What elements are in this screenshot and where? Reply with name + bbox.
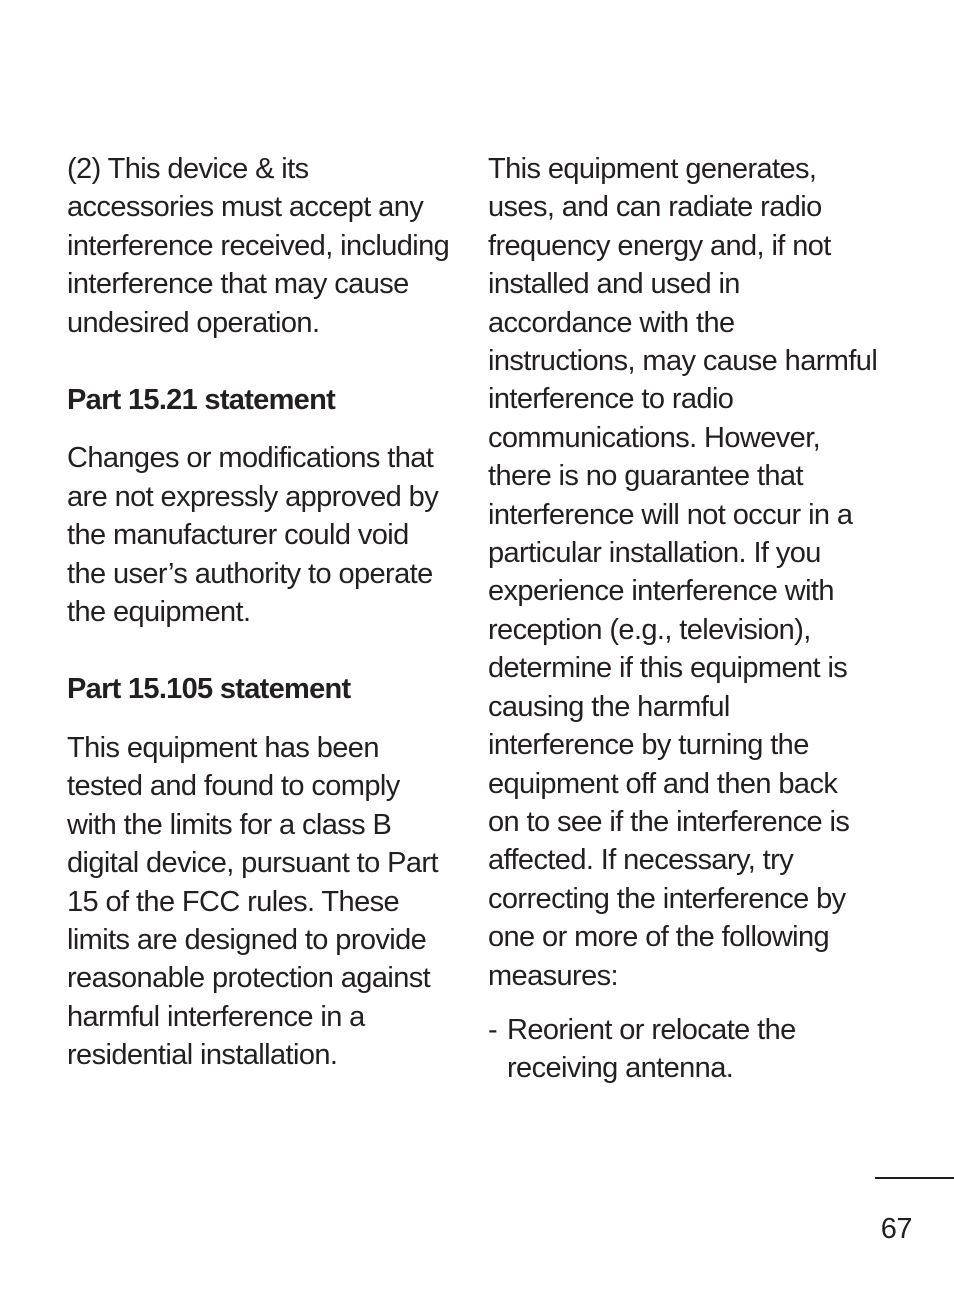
text-line: there is no guarantee that <box>488 460 803 493</box>
text-line: affected. If necessary, try <box>488 844 794 877</box>
text-line: one or more of the following <box>488 921 830 954</box>
text-line: Changes or modifications that <box>67 442 434 475</box>
right-column <box>488 150 880 1088</box>
text-line: communications. However, <box>488 421 821 454</box>
text-line: equipment off and then back <box>488 767 838 800</box>
text-line: installed and used in <box>488 268 740 301</box>
part-15-105-paragraph <box>67 729 447 1075</box>
bullet-item <box>488 1011 880 1088</box>
bullet-text <box>507 1011 796 1088</box>
part-15-21-heading: Part 15.21 statement <box>67 384 336 417</box>
footer-rule <box>875 1177 954 1179</box>
text-line: undesired operation. <box>67 306 320 339</box>
text-line: the manufacturer could void <box>67 519 409 552</box>
text-line: This equipment has been <box>67 731 379 764</box>
text-line: interference by turning the <box>488 729 809 762</box>
text-line: experience interference with <box>488 575 834 608</box>
text-line: (2) This device & its <box>67 153 309 185</box>
text-line: digital device, pursuant to Part <box>67 847 438 880</box>
text-line: Reorient or relocate the <box>507 1013 796 1046</box>
text-line: uses, and can radiate radio <box>488 191 822 224</box>
text-line: This equipment generates, <box>488 153 817 185</box>
text-line: accordance with the <box>488 306 735 339</box>
text-line: harmful interference in a <box>67 1000 365 1033</box>
text-line: frequency energy and, if not <box>488 229 831 262</box>
text-line: interference to radio <box>488 383 734 416</box>
text-line: reasonable protection against <box>67 962 431 995</box>
text-line: interference will not occur in a <box>488 498 853 531</box>
bullet-marker: - <box>488 1013 498 1046</box>
text-line: causing the harmful <box>488 690 730 723</box>
part-15-105-heading: Part 15.105 statement <box>67 673 351 706</box>
text-line: interference received, including <box>67 229 450 262</box>
text-line: the user’s authority to operate <box>67 557 433 590</box>
text-line: limits are designed to provide <box>67 923 427 956</box>
text-line: receiving antenna. <box>507 1052 734 1085</box>
text-line: are not expressly approved by <box>67 480 439 513</box>
text-line: on to see if the interference is <box>488 805 850 838</box>
text-line: measures: <box>488 959 618 992</box>
left-column <box>67 150 450 1075</box>
text-line: with the limits for a class B <box>67 808 392 841</box>
text-line: determine if this equipment is <box>488 652 848 685</box>
text-line: reception (e.g., television), <box>488 613 811 646</box>
intro-paragraph <box>67 150 450 342</box>
text-line: instructions, may cause harmful <box>488 345 878 378</box>
interference-paragraph <box>488 150 880 995</box>
text-line: residential installation. <box>67 1039 338 1072</box>
part-15-21-paragraph <box>67 439 447 631</box>
text-line: 15 of the FCC rules. These <box>67 885 400 918</box>
page-number: 67 <box>880 1213 912 1245</box>
text-line: correcting the interference by <box>488 882 846 915</box>
text-line: interference that may cause <box>67 268 409 301</box>
text-line: the equipment. <box>67 596 251 629</box>
text-line: accessories must accept any <box>67 191 424 224</box>
text-line: tested and found to comply <box>67 770 400 803</box>
text-line: particular installation. If you <box>488 537 821 570</box>
